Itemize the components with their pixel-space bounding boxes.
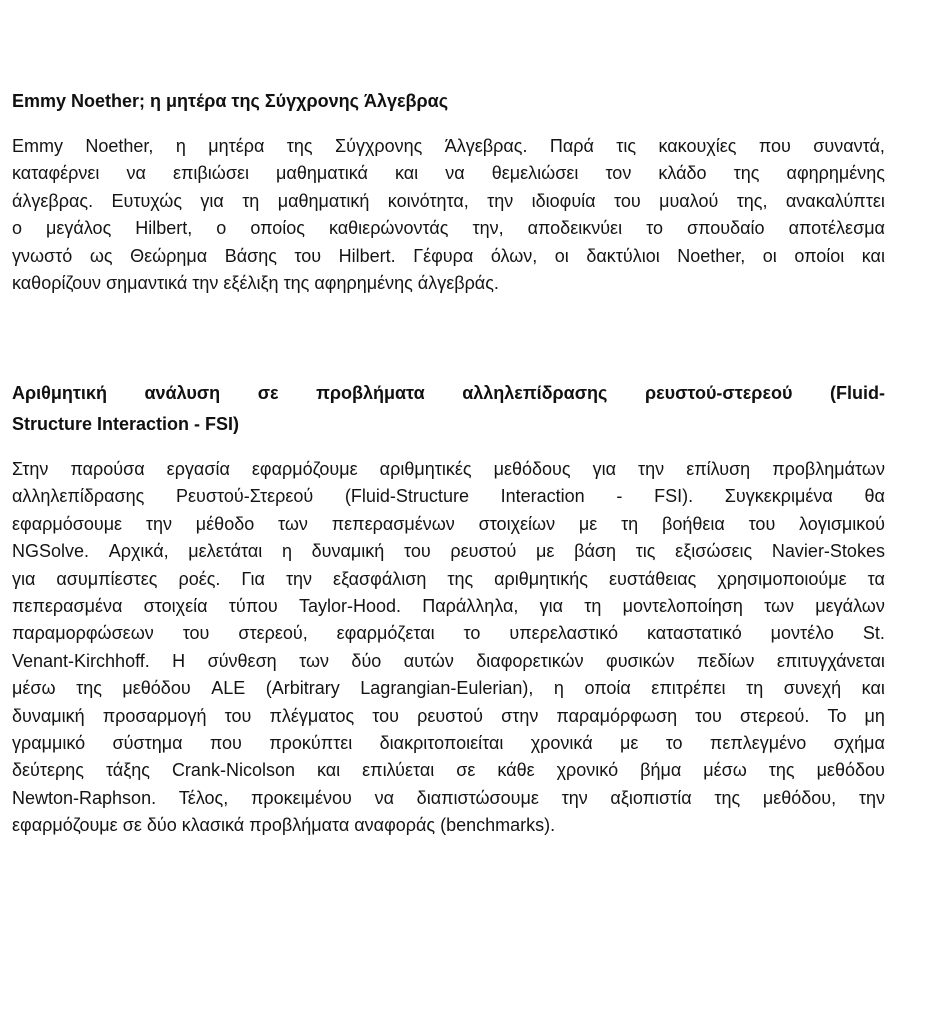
- text-line: παραμορφώσεων του στερεού, εφαρμόζεται το υπερελαστικό καταστατικό μοντέλο St.: [12, 623, 885, 644]
- section-1-paragraph: [12, 133, 885, 297]
- text-line: Newton-Raphson. Τέλος, προκειμένου να διαπιστώσουμε την αξιοπιστία της μεθόδου, την: [12, 787, 885, 808]
- text-line: NGSolve. Αρχικά, μελετάται η δυναμική του ρευστού με βάση τις εξισώσεις Navier-Stokes: [12, 541, 885, 562]
- text-line: εφαρμόσουμε την μέθοδο των πεπερασμένων στοιχείων με τη βοήθεια του λογισμικού: [12, 513, 885, 534]
- text-line: καταφέρνει να επιβιώσει μαθηματικά και να θεμελιώσει τον κλάδο της αφηρημένης: [12, 163, 885, 184]
- text-line: δεύτερης τάξης Crank-Nicolson και επιλύεται σε κάθε χρονικό βήμα μέσω της μεθόδου: [12, 760, 885, 781]
- text-line: γνωστό ως Θεώρημα Βάσης του Hilbert. Γέφυρα όλων, οι δακτύλιοι Noether, οι οποίοι και: [12, 245, 885, 266]
- text-line: γραμμικό σύστημα που προκύπτει διακριτοποιείται χρονικά με το πεπλεγμένο σχήμα: [12, 732, 885, 753]
- text-line: Emmy Noether; η μητέρα της Σύγχρονης Άλγεβρας: [12, 91, 449, 111]
- text-line: Αριθμητική ανάλυση σε προβλήματα αλληλεπίδρασης ρευστού-στερεού (Fluid-: [12, 383, 885, 403]
- section-2-heading: [12, 378, 885, 440]
- section-1-heading: [12, 86, 885, 117]
- text-line: Emmy Noether, η μητέρα της Σύγχρονης Άλγεβρας. Παρά τις κακουχίες που συναντά,: [12, 136, 885, 156]
- text-line: εφαρμόζουμε σε δύο κλασικά προβλήματα αναφοράς (benchmarks).: [12, 815, 556, 836]
- text-line: άλγεβρας. Ευτυχώς για τη μαθηματική κοινότητα, την ιδιοφυία του μυαλού της, ανακαλύπτει: [12, 190, 885, 211]
- text-line: αλληλεπίδρασης Ρευστού-Στερεού (Fluid-Structure Interaction - FSI). Συγκεκριμένα θα: [12, 486, 885, 507]
- text-line: καθορίζουν σημαντικά την εξέλιξη της αφηρημένης άλγεβράς.: [12, 272, 499, 293]
- text-line: για ασυμπίεστες ροές. Για την εξασφάλιση της αριθμητικής ευστάθειας χρησιμοποιούμε τα: [12, 568, 885, 589]
- text-line: ο μεγάλος Hilbert, ο οποίος καθιερώνοντάς την, αποδεικνύει το σπουδαίο αποτέλεσμα: [12, 218, 885, 239]
- text-line: Στην παρούσα εργασία εφαρμόζουμε αριθμητικές μεθόδους για την επίλυση προβλημάτων: [12, 459, 885, 479]
- text-line: δυναμική προσαρμογή του πλέγματος του ρευστού στην παραμόρφωση του στερεού. Το μη: [12, 705, 885, 726]
- section-2-paragraph: [12, 456, 885, 839]
- text-line: μέσω της μεθόδου ALE (Arbitrary Lagrangian-Eulerian), η οποία επιτρέπει τη συνεχή και: [12, 678, 885, 699]
- text-line: πεπερασμένα στοιχεία τύπου Taylor-Hood. Παράλληλα, για τη μοντελοποίηση των μεγάλων: [12, 595, 885, 616]
- text-line: Venant-Kirchhoff. Η σύνθεση των δύο αυτών διαφορετικών φυσικών πεδίων επιτυγχάνεται: [12, 650, 885, 671]
- text-line: Structure Interaction - FSI): [12, 414, 240, 434]
